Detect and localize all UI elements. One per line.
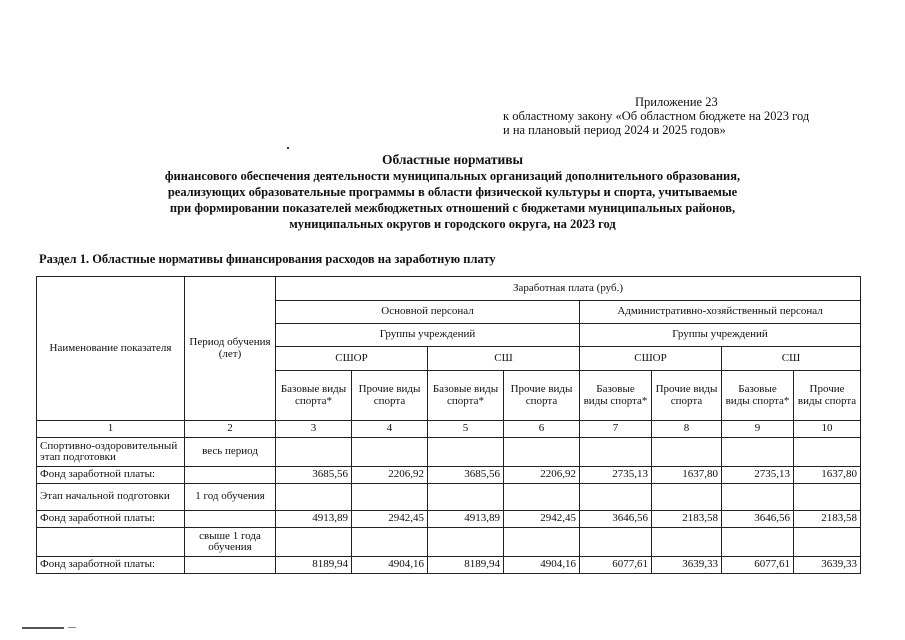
title-line-4: муниципальных округов и городского округа, на 2023 год bbox=[289, 217, 616, 231]
appendix-period-line: и на плановый период 2024 и 2025 годов» bbox=[503, 123, 726, 137]
header-other-sports: Прочие виды спорта bbox=[352, 371, 428, 421]
header-other-sports: Прочие виды спорта bbox=[504, 371, 580, 421]
value-cell bbox=[580, 528, 652, 557]
value-cell bbox=[352, 528, 428, 557]
value-cell bbox=[652, 484, 722, 511]
column-number: 8 bbox=[652, 421, 722, 438]
column-number: 10 bbox=[794, 421, 861, 438]
table-row bbox=[37, 438, 861, 467]
header-salary: Заработная плата (руб.) bbox=[276, 277, 861, 301]
title-line-2: реализующих образовательные программы в области физической культуры и спорта, учитываемые bbox=[167, 185, 738, 199]
value-cell: 3646,56 bbox=[580, 511, 652, 528]
column-number: 4 bbox=[352, 421, 428, 438]
footnote-rule bbox=[22, 627, 64, 629]
norms-table bbox=[36, 276, 861, 574]
header-study-period: Период обучения (лет) bbox=[185, 277, 276, 421]
table-row bbox=[37, 528, 861, 557]
column-numbers-row bbox=[37, 421, 861, 438]
value-cell bbox=[352, 438, 428, 467]
value-cell bbox=[428, 484, 504, 511]
value-cell: 8189,94 bbox=[276, 557, 352, 574]
header-basic-sports: Базовые виды спорта* bbox=[722, 371, 794, 421]
title-line-3: при формировании показателей межбюджетных отношений с бюджетами муниципальных районов, bbox=[169, 201, 736, 215]
value-cell bbox=[504, 438, 580, 467]
header-main-staff: Основной персонал bbox=[276, 301, 580, 324]
appendix-header bbox=[503, 95, 898, 137]
value-cell: 2735,13 bbox=[722, 467, 794, 484]
value-cell bbox=[722, 438, 794, 467]
value-cell bbox=[428, 438, 504, 467]
header-groups-main: Группы учреждений bbox=[276, 324, 580, 347]
value-cell: 2206,92 bbox=[352, 467, 428, 484]
row-label: Фонд заработной платы: bbox=[37, 467, 185, 484]
value-cell: 2735,13 bbox=[580, 467, 652, 484]
value-cell bbox=[652, 438, 722, 467]
row-period: свыше 1 года обучения bbox=[185, 528, 276, 557]
title-heading: Областные нормативы bbox=[381, 152, 524, 167]
value-cell bbox=[580, 438, 652, 467]
value-cell bbox=[580, 484, 652, 511]
value-cell: 3646,56 bbox=[722, 511, 794, 528]
row-label bbox=[37, 528, 185, 557]
header-admin-staff: Административно-хозяйственный персонал bbox=[580, 301, 861, 324]
value-cell: 2183,58 bbox=[794, 511, 861, 528]
value-cell: 3685,56 bbox=[276, 467, 352, 484]
row-period: 1 год обучения bbox=[185, 484, 276, 511]
header-basic-sports: Базовые виды спорта* bbox=[580, 371, 652, 421]
value-cell: 3685,56 bbox=[428, 467, 504, 484]
header-groups-admin: Группы учреждений bbox=[580, 324, 861, 347]
column-number: 5 bbox=[428, 421, 504, 438]
column-number: 2 bbox=[185, 421, 276, 438]
value-cell: 3639,33 bbox=[652, 557, 722, 574]
header-basic-sports: Базовые виды спорта* bbox=[428, 371, 504, 421]
row-period bbox=[185, 467, 276, 484]
scan-speck bbox=[287, 147, 289, 149]
value-cell: 4904,16 bbox=[352, 557, 428, 574]
row-period: весь период bbox=[185, 438, 276, 467]
header-ssh-admin: СШ bbox=[722, 347, 861, 371]
column-number: 1 bbox=[37, 421, 185, 438]
value-cell bbox=[722, 528, 794, 557]
row-period bbox=[185, 511, 276, 528]
value-cell bbox=[794, 438, 861, 467]
value-cell: 8189,94 bbox=[428, 557, 504, 574]
value-cell: 2183,58 bbox=[652, 511, 722, 528]
table-row bbox=[37, 467, 861, 484]
value-cell: 3639,33 bbox=[794, 557, 861, 574]
value-cell: 6077,61 bbox=[722, 557, 794, 574]
table-row bbox=[37, 484, 861, 511]
appendix-law-line: к областному закону «Об областном бюджете на 2023 год bbox=[503, 109, 810, 123]
column-number: 7 bbox=[580, 421, 652, 438]
value-cell bbox=[352, 484, 428, 511]
value-cell bbox=[276, 484, 352, 511]
header-basic-sports: Базовые виды спорта* bbox=[276, 371, 352, 421]
value-cell bbox=[504, 528, 580, 557]
value-cell bbox=[722, 484, 794, 511]
header-sshor-admin: СШОР bbox=[580, 347, 722, 371]
value-cell: 1637,80 bbox=[794, 467, 861, 484]
row-label: Спортивно-оздоровительный этап подготовки bbox=[37, 438, 185, 467]
value-cell: 2942,45 bbox=[504, 511, 580, 528]
header-other-sports: Прочие виды спорта bbox=[652, 371, 722, 421]
section-title: Раздел 1. Областные нормативы финансирования расходов на заработную плату bbox=[39, 252, 496, 266]
header-other-sports: Прочие виды спорта bbox=[794, 371, 861, 421]
value-cell bbox=[504, 484, 580, 511]
value-cell: 4913,89 bbox=[428, 511, 504, 528]
row-period bbox=[185, 557, 276, 574]
column-number: 6 bbox=[504, 421, 580, 438]
value-cell: 2206,92 bbox=[504, 467, 580, 484]
document-title bbox=[20, 152, 885, 232]
value-cell bbox=[652, 528, 722, 557]
column-number: 9 bbox=[722, 421, 794, 438]
value-cell: 4913,89 bbox=[276, 511, 352, 528]
value-cell bbox=[428, 528, 504, 557]
value-cell bbox=[794, 484, 861, 511]
value-cell bbox=[276, 528, 352, 557]
header-ssh-main: СШ bbox=[428, 347, 580, 371]
table-row bbox=[37, 557, 861, 574]
value-cell bbox=[794, 528, 861, 557]
row-label: Фонд заработной платы: bbox=[37, 557, 185, 574]
footnote-rule-tail bbox=[68, 627, 76, 628]
title-line-1: финансового обеспечения деятельности муниципальных организаций дополнительного образования, bbox=[164, 169, 741, 183]
table-row bbox=[37, 511, 861, 528]
row-label: Фонд заработной платы: bbox=[37, 511, 185, 528]
value-cell: 6077,61 bbox=[580, 557, 652, 574]
value-cell bbox=[276, 438, 352, 467]
header-indicator-name: Наименование показателя bbox=[37, 277, 185, 421]
value-cell: 4904,16 bbox=[504, 557, 580, 574]
appendix-number: Приложение 23 bbox=[635, 95, 718, 109]
column-number: 3 bbox=[276, 421, 352, 438]
value-cell: 2942,45 bbox=[352, 511, 428, 528]
value-cell: 1637,80 bbox=[652, 467, 722, 484]
header-sshor-main: СШОР bbox=[276, 347, 428, 371]
row-label: Этап начальной подготовки bbox=[37, 484, 185, 511]
